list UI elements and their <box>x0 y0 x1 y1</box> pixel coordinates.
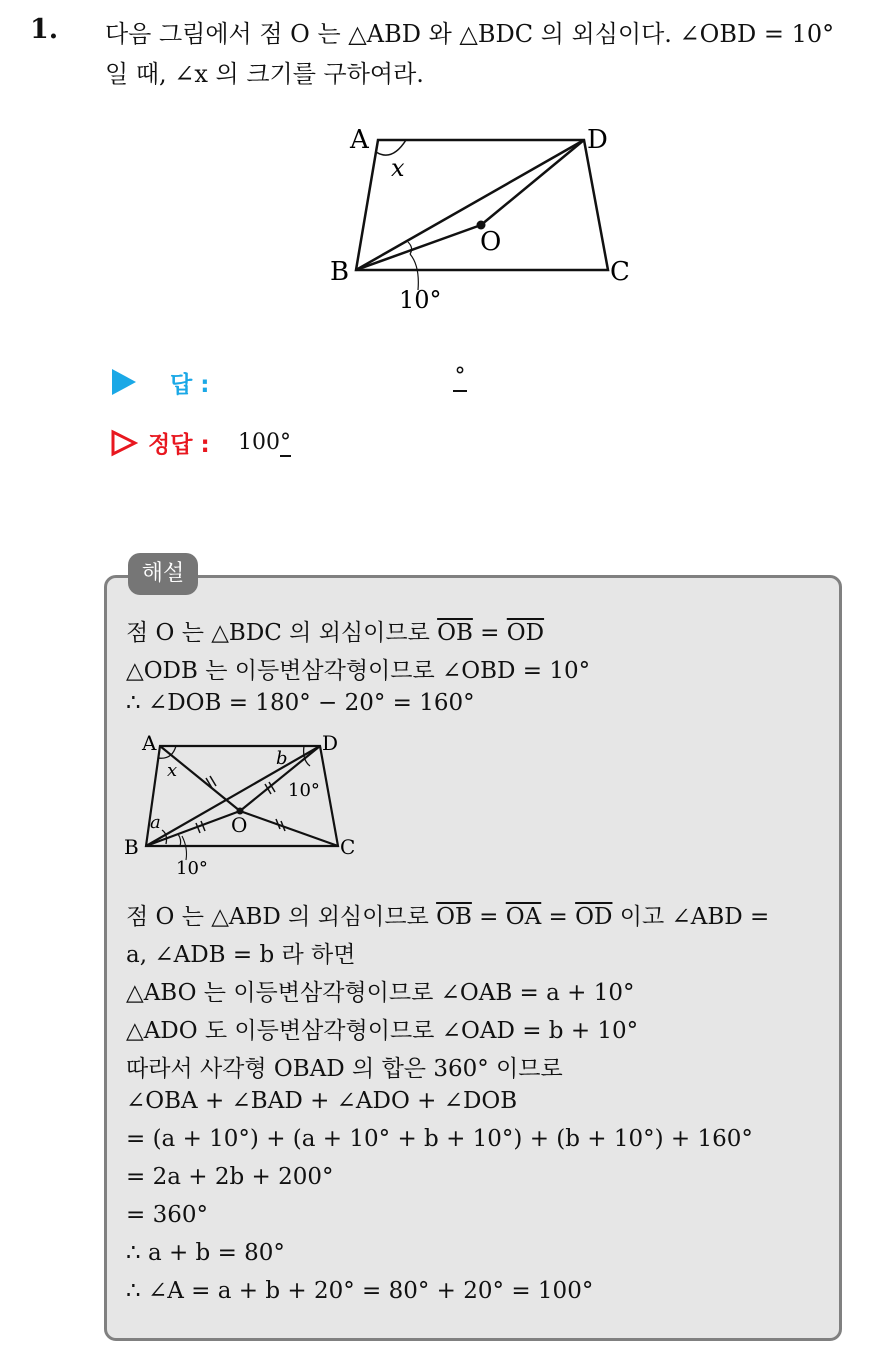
question-text <box>105 14 875 94</box>
correct-value <box>238 430 291 455</box>
answer-row <box>110 364 510 398</box>
label-d: D <box>587 125 608 155</box>
play-icon <box>112 369 136 395</box>
solution-line-8: 따라서 사각형 OBAD 의 합은 360° 이므로 <box>126 1056 563 1082</box>
trapezoid-figure <box>320 118 640 318</box>
correct-unit: ° <box>280 430 291 455</box>
solution-line-11: = 2a + 2b + 200° <box>126 1164 334 1190</box>
svg-text:b: b <box>276 748 288 769</box>
label-10deg: 10° <box>399 286 442 314</box>
svg-text:B: B <box>124 835 139 859</box>
question-line-2: 일 때, ∠x 의 크기를 구하여라. <box>105 60 424 88</box>
solution-line-1: 점 O 는 △BDC 의 외심이므로 $\overline{OB} = \overline{OD}$ <box>126 620 545 646</box>
solution-figure <box>120 726 370 876</box>
solution-line-12: = 360° <box>126 1202 208 1228</box>
solution-line-7: △ADO 도 이등변삼각형이므로 ∠OAD = b + 10° <box>126 1018 639 1044</box>
svg-text:x: x <box>167 760 178 781</box>
svg-text:10°: 10° <box>288 780 320 801</box>
label-c: C <box>610 257 630 287</box>
label-x: x <box>391 154 405 182</box>
solution-line-4: 점 O 는 △ABD 의 외심이므로 $\overline{OB} = \overline{OA} = \overline{OD}$ 이고 ∠ABD = <box>126 904 770 930</box>
correct-number: 100 <box>238 430 280 455</box>
question-line-1: 다음 그림에서 점 O 는 △ABD 와 △BDC 의 외심이다. ∠OBD = 10° <box>105 20 835 48</box>
question-number: 1. <box>30 14 59 45</box>
solution-line-6: △ABO 는 이등변삼각형이므로 ∠OAB = a + 10° <box>126 980 635 1006</box>
solution-line-5: a, ∠ADB = b 라 하면 <box>126 942 356 968</box>
correct-label: 정답 : <box>148 432 210 458</box>
solution-line-9: ∠OBA + ∠BAD + ∠ADO + ∠DOB <box>126 1088 518 1114</box>
solution-line-3: ∴ ∠DOB = 180° − 20° = 160° <box>126 690 475 716</box>
answer-degree-slot[interactable]: ° <box>453 364 467 392</box>
svg-text:10°: 10° <box>176 858 208 876</box>
solution-line-2: △ODB 는 이등변삼각형이므로 ∠OBD = 10° <box>126 658 591 684</box>
answer-label: 답 : <box>170 372 210 398</box>
solution-line-13: ∴ a + b = 80° <box>126 1240 285 1266</box>
play-outline-icon <box>110 429 138 457</box>
angle-x-arc <box>376 140 406 155</box>
svg-text:C: C <box>340 835 356 859</box>
correct-row <box>110 424 510 458</box>
solution-line-14: ∴ ∠A = a + b + 20° = 80° + 20° = 100° <box>126 1278 594 1304</box>
svg-text:D: D <box>322 731 339 755</box>
svg-text:a: a <box>150 812 161 833</box>
label-a: A <box>350 125 369 155</box>
svg-text:O: O <box>231 813 248 837</box>
solution-line-10: = (a + 10°) + (a + 10° + b + 10°) + (b + 10°) + 160° <box>126 1126 753 1152</box>
label-o: O <box>480 227 502 257</box>
svg-text:A: A <box>142 731 157 755</box>
solution-tab: 해설 <box>128 553 198 595</box>
label-b: B <box>330 257 350 287</box>
